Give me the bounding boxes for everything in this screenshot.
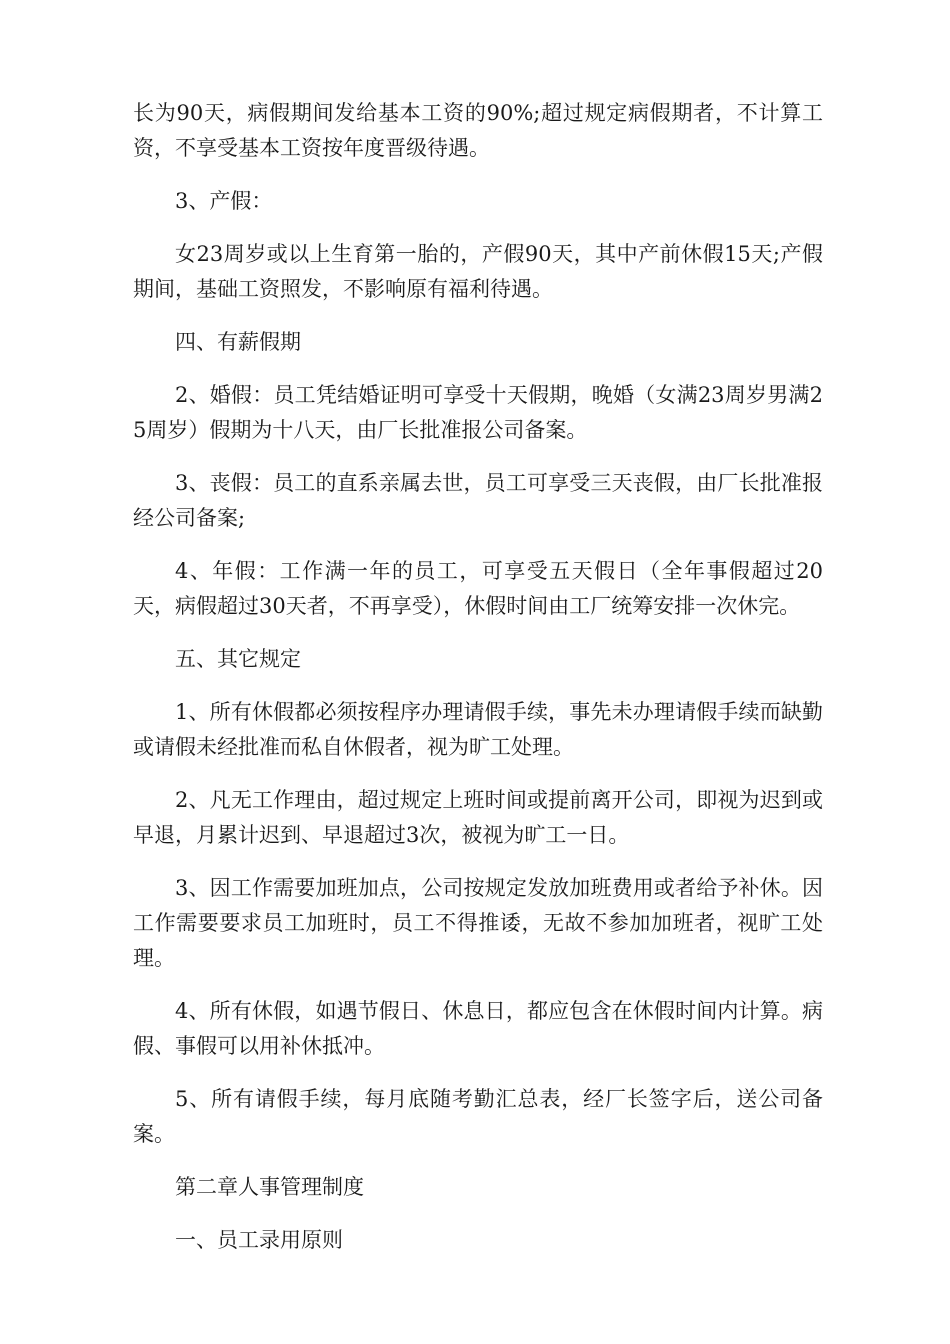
paragraph-marriage-leave: 2、婚假：员工凭结婚证明可享受十天假期，晚婚（女满23周岁男满25周岁）假期为十八天，由厂长批准报公司备案。 [133, 383, 823, 442]
paragraph-bereavement-leave: 3、丧假：员工的直系亲属去世，员工可享受三天丧假，由厂长批准报经公司备案; [133, 471, 823, 530]
paragraph-rule-5: 5、所有请假手续，每月底随考勤汇总表，经厂长签字后，送公司备案。 [133, 1087, 823, 1146]
section-heading-other-rules: 五、其它规定 [175, 647, 301, 671]
document-body [133, 96, 823, 1276]
section-heading-hiring-principles: 一、员工录用原则 [175, 1228, 343, 1252]
paragraph-rule-1: 1、所有休假都必须按程序办理请假手续，事先未办理请假手续而缺勤或请假未经批准而私自休假者，视为旷工处理。 [133, 700, 823, 759]
paragraph-rule-4: 4、所有休假，如遇节假日、休息日，都应包含在休假时间内计算。病假、事假可以用补休抵冲。 [133, 999, 823, 1058]
section-heading-paid-leave: 四、有薪假期 [175, 330, 301, 354]
paragraph-sick-leave-continued: 长为90天，病假期间发给基本工资的90%;超过规定病假期者，不计算工资，不享受基本工资按年度晋级待遇。 [133, 101, 823, 160]
paragraph-maternity-leave: 女23周岁或以上生育第一胎的，产假90天，其中产前休假15天;产假期间，基础工资照发，不影响原有福利待遇。 [133, 242, 823, 301]
chapter-heading-hr: 第二章人事管理制度 [175, 1175, 364, 1199]
paragraph-rule-2: 2、凡无工作理由，超过规定上班时间或提前离开公司，即视为迟到或早退，月累计迟到、早退超过3次，被视为旷工一日。 [133, 788, 823, 847]
paragraph-annual-leave: 4、年假：工作满一年的员工，可享受五天假日（全年事假超过20天，病假超过30天者，不再享受），休假时间由工厂统筹安排一次休完。 [133, 559, 823, 618]
heading-maternity-leave: 3、产假： [175, 189, 273, 213]
paragraph-rule-3: 3、因工作需要加班加点，公司按规定发放加班费用或者给予补休。因工作需要要求员工加班时，员工不得推诿，无故不参加加班者，视旷工处理。 [133, 876, 823, 970]
